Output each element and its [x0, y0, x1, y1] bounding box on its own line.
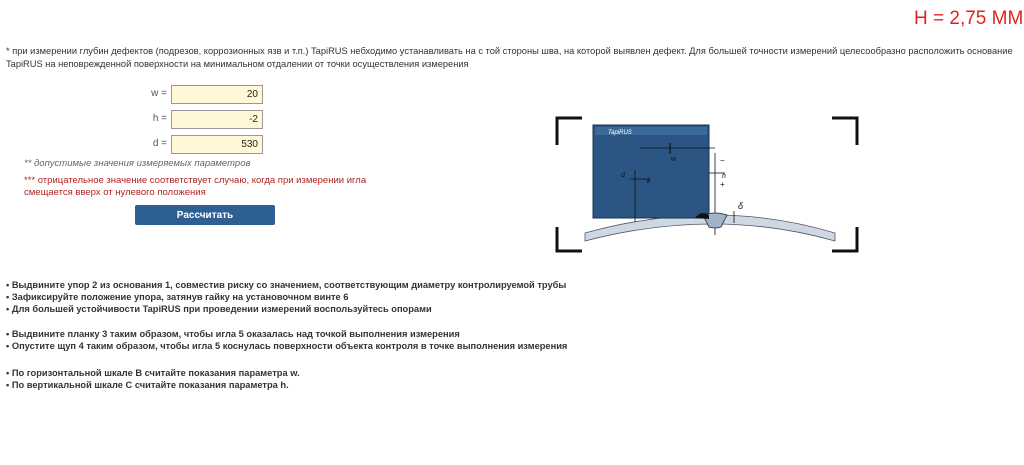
- h-field-row: [140, 110, 260, 130]
- diagram-label-d: d: [621, 172, 625, 179]
- allowed-values-hint: ** допустимые значения измеряемых параметров: [24, 158, 251, 169]
- h-input[interactable]: [171, 110, 263, 129]
- result-value: H = 2,75 ММ: [914, 8, 1024, 29]
- w-field-row: [140, 85, 260, 105]
- instruction-2: • Зафиксируйте положение упора, затянув гайку на установочном винте 6: [6, 292, 349, 302]
- instruction-1: • Выдвините упор 2 из основания 1, совместив риску со значением, соответствующим диаметру контролируемой трубы: [6, 280, 567, 290]
- instruction-7: • По вертикальной шкале C считайте показания параметра h.: [6, 380, 289, 390]
- w-label: w =: [151, 88, 167, 99]
- instruction-4: • Выдвините планку 3 таким образом, чтобы игла 5 оказалась над точкой выполнения измерения: [6, 329, 460, 339]
- h-label: h =: [152, 113, 167, 124]
- corner-top-left: [557, 118, 582, 145]
- diagram-label-delta: δ: [738, 201, 744, 211]
- note-line-1: * при измерении глубин дефектов (подрезов, коррозионных язв и т.п.) TapiRUS небходимо устанавливать на с той стороны шва, на которой выявлен дефект. Для большей точности измерений целесообразно расположить основание: [6, 46, 1013, 56]
- corner-bottom-left: [557, 227, 582, 251]
- diagram-minus: −: [720, 156, 725, 165]
- corner-top-right: [832, 118, 857, 145]
- device-logo: TapiRUS: [608, 130, 632, 136]
- w-input[interactable]: [171, 85, 263, 104]
- d-label: d =: [152, 138, 167, 149]
- instruction-6: • По горизонтальной шкале B считайте показания параметра w.: [6, 368, 300, 378]
- diagram-plus: +: [720, 180, 725, 189]
- d-field-row: [140, 135, 260, 155]
- corner-bottom-right: [832, 227, 857, 251]
- measurement-note: [6, 45, 1024, 71]
- diagram-label-w: w: [671, 156, 677, 163]
- note-line-2: TapiRUS на неповрежденной поверхности на минимальном отдалении от точки осуществления измерения: [6, 59, 469, 69]
- instruction-5: • Опустите щуп 4 таким образом, чтобы игла 5 коснулась поверхности объекта контроля в точке выполнения измерения: [6, 341, 568, 351]
- device-body: [593, 125, 709, 218]
- diagram-label-k: k: [647, 178, 651, 185]
- tapirus-diagram: [555, 115, 859, 255]
- d-input[interactable]: [171, 135, 263, 154]
- instruction-3: • Для большей устойчивости TapiRUS при проведении измерений воспользуйтесь опорами: [6, 304, 432, 314]
- negative-value-hint: *** отрицательное значение соответствует случаю, когда при измерении игла смещается вверх от нулевого положения: [24, 175, 367, 198]
- calculate-button[interactable]: Рассчитать: [135, 205, 275, 225]
- diagram-label-h: h: [722, 173, 726, 180]
